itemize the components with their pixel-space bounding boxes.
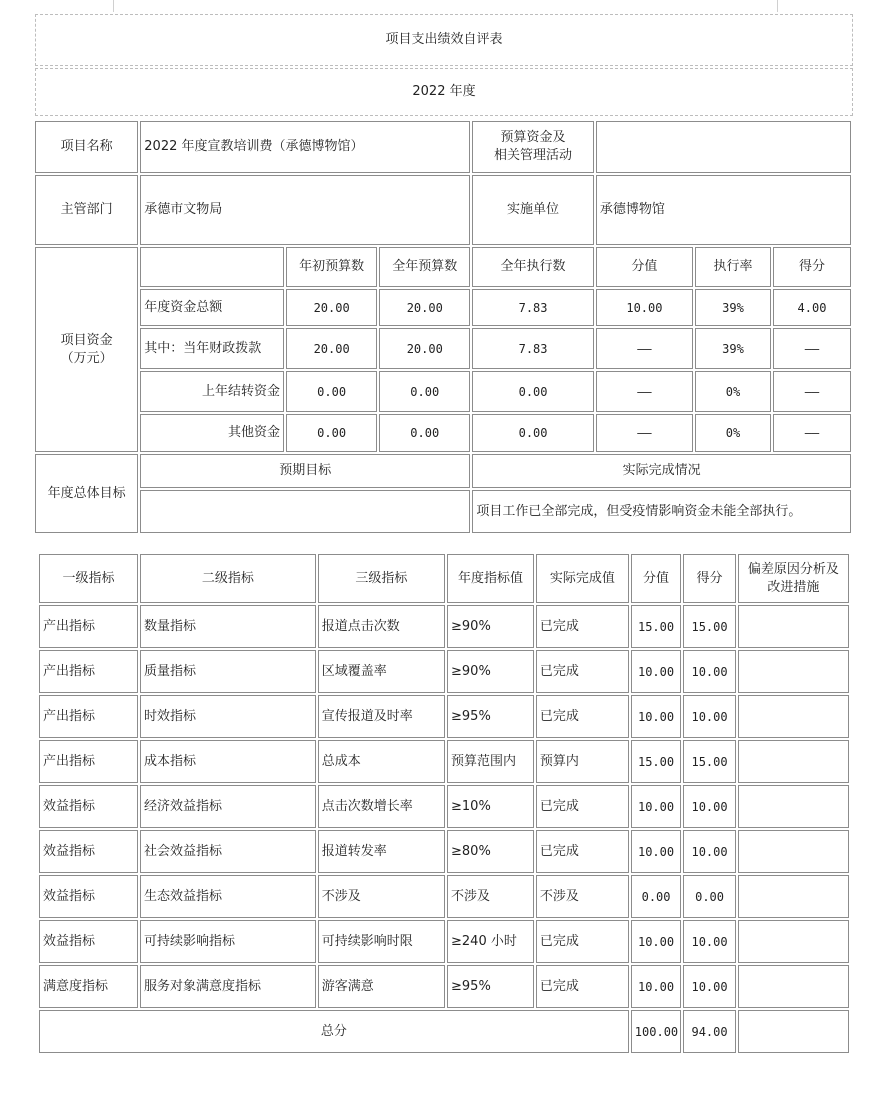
- funds-cell: 0.00: [379, 371, 470, 412]
- unit-label: 实施单位: [472, 175, 594, 245]
- expected-goal-header: 预期目标: [140, 454, 470, 488]
- page-edge-line: [777, 0, 778, 12]
- table-row: [39, 965, 849, 1008]
- got-cell: 10.00: [683, 965, 736, 1008]
- funds-cell: ——: [596, 414, 693, 452]
- level1-cell: 效益指标: [39, 920, 138, 963]
- funds-cell: 0.00: [286, 414, 377, 452]
- funds-label: [35, 247, 138, 452]
- funds-row-name: 其中：当年财政拨款: [140, 328, 284, 369]
- funds-row: [35, 414, 851, 452]
- level1-cell: 产出指标: [39, 695, 138, 738]
- target-value-cell: ≥95%: [447, 695, 534, 738]
- unit-value: 承德博物馆: [596, 175, 851, 245]
- deviation-header-line1: 偏差原因分析及: [747, 561, 839, 577]
- funds-cell: 39%: [695, 328, 771, 369]
- level1-cell: 产出指标: [39, 740, 138, 783]
- got-cell: 10.00: [683, 830, 736, 873]
- funds-header: 全年预算数: [379, 247, 470, 287]
- header-table: [33, 12, 855, 118]
- level3-cell: 区域覆盖率: [318, 650, 445, 693]
- score-cell: 15.00: [631, 740, 682, 783]
- budget-activity-label-line1: 预算资金及: [500, 130, 566, 145]
- score-cell: 0.00: [631, 875, 682, 918]
- deviation-cell: [738, 965, 849, 1008]
- target-value-cell: 预算范围内: [447, 740, 534, 783]
- funds-cell: ——: [596, 328, 693, 369]
- level3-cell: 宣传报道及时率: [318, 695, 445, 738]
- actual-value-cell: 已完成: [536, 830, 629, 873]
- funds-row: [35, 328, 851, 369]
- got-cell: 10.00: [683, 695, 736, 738]
- funds-cell: 39%: [695, 289, 771, 326]
- total-got: 94.00: [683, 1010, 736, 1053]
- funds-cell: 20.00: [286, 289, 377, 326]
- deviation-header: [738, 554, 849, 603]
- table-row: [39, 920, 849, 963]
- actual-value-cell: 已完成: [536, 920, 629, 963]
- score-cell: 15.00: [631, 605, 682, 648]
- got-cell: 15.00: [683, 740, 736, 783]
- funds-cell: 7.83: [472, 328, 594, 369]
- level3-cell: 报道点击次数: [318, 605, 445, 648]
- indicator-header: 一级指标: [39, 554, 138, 603]
- funds-cell: 0%: [695, 371, 771, 412]
- funds-cell: ——: [773, 414, 851, 452]
- level2-cell: 服务对象满意度指标: [140, 965, 316, 1008]
- goals-label: 年度总体目标: [35, 454, 138, 533]
- level3-cell: 可持续影响时限: [318, 920, 445, 963]
- table-row: [39, 875, 849, 918]
- funds-row-name: 其他资金: [140, 414, 284, 452]
- level1-cell: 效益指标: [39, 875, 138, 918]
- table-row: [39, 830, 849, 873]
- funds-cell: 7.83: [472, 289, 594, 326]
- target-value-cell: ≥10%: [447, 785, 534, 828]
- funds-cell: 4.00: [773, 289, 851, 326]
- funds-cell: ——: [596, 371, 693, 412]
- funds-label-line1: 项目资金: [60, 332, 113, 348]
- funds-header: 执行率: [695, 247, 771, 287]
- deviation-cell: [738, 920, 849, 963]
- funds-cell: 0.00: [472, 414, 594, 452]
- level2-cell: 生态效益指标: [140, 875, 316, 918]
- target-value-cell: ≥95%: [447, 965, 534, 1008]
- actual-value-cell: 已完成: [536, 605, 629, 648]
- actual-result-header: 实际完成情况: [472, 454, 851, 488]
- funds-row-name: 上年结转资金: [140, 371, 284, 412]
- actual-value-cell: 已完成: [536, 785, 629, 828]
- page-edge-line: [113, 0, 114, 12]
- level1-cell: 效益指标: [39, 830, 138, 873]
- deviation-cell: [738, 740, 849, 783]
- funds-cell: 0%: [695, 414, 771, 452]
- total-label: 总分: [39, 1010, 629, 1053]
- expected-goal-value: [140, 490, 470, 533]
- indicator-header: 三级指标: [318, 554, 445, 603]
- deviation-cell: [738, 785, 849, 828]
- level1-cell: 产出指标: [39, 605, 138, 648]
- dept-value: 承德市文物局: [140, 175, 470, 245]
- got-cell: 15.00: [683, 605, 736, 648]
- funds-cell: 0.00: [286, 371, 377, 412]
- level3-cell: 点击次数增长率: [318, 785, 445, 828]
- actual-value-cell: 已完成: [536, 695, 629, 738]
- got-cell: 10.00: [683, 920, 736, 963]
- score-cell: 10.00: [631, 830, 682, 873]
- score-cell: 10.00: [631, 650, 682, 693]
- got-cell: 0.00: [683, 875, 736, 918]
- funds-header: 全年执行数: [472, 247, 594, 287]
- total-row: [39, 1010, 849, 1053]
- table-row: [39, 650, 849, 693]
- deviation-cell: [738, 695, 849, 738]
- deviation-cell: [738, 650, 849, 693]
- actual-value-cell: 已完成: [536, 650, 629, 693]
- level3-cell: 游客满意: [318, 965, 445, 1008]
- actual-value-cell: 不涉及: [536, 875, 629, 918]
- table-row: [39, 605, 849, 648]
- indicator-table: [37, 552, 851, 1055]
- funds-corner-cell: [140, 247, 284, 287]
- indicator-header: 得分: [683, 554, 736, 603]
- score-cell: 10.00: [631, 965, 682, 1008]
- indicator-header: 实际完成值: [536, 554, 629, 603]
- funds-cell: ——: [773, 371, 851, 412]
- dept-label: 主管部门: [35, 175, 138, 245]
- level1-cell: 产出指标: [39, 650, 138, 693]
- actual-value-cell: 已完成: [536, 965, 629, 1008]
- table-row: [39, 740, 849, 783]
- budget-activity-value: [596, 121, 851, 173]
- indicator-header: 年度指标值: [447, 554, 534, 603]
- funds-row: [35, 289, 851, 326]
- got-cell: 10.00: [683, 650, 736, 693]
- actual-result-value: 项目工作已全部完成，但受疫情影响资金未能全部执行。: [472, 490, 851, 533]
- actual-value-cell: 预算内: [536, 740, 629, 783]
- form-title: 项目支出绩效自评表: [35, 14, 853, 66]
- total-note: [738, 1010, 849, 1053]
- level3-cell: 总成本: [318, 740, 445, 783]
- deviation-cell: [738, 875, 849, 918]
- table-row: [39, 695, 849, 738]
- funds-row-name: 年度资金总额: [140, 289, 284, 326]
- level2-cell: 时效指标: [140, 695, 316, 738]
- target-value-cell: 不涉及: [447, 875, 534, 918]
- project-table: [33, 119, 853, 535]
- funds-cell: 0.00: [379, 414, 470, 452]
- deviation-header-line2: 改进措施: [767, 579, 820, 595]
- total-score: 100.00: [631, 1010, 682, 1053]
- level3-cell: 报道转发率: [318, 830, 445, 873]
- budget-activity-label-line2: 相关管理活动: [494, 148, 573, 163]
- level1-cell: 效益指标: [39, 785, 138, 828]
- funds-row: [35, 371, 851, 412]
- deviation-cell: [738, 605, 849, 648]
- level2-cell: 经济效益指标: [140, 785, 316, 828]
- level3-cell: 不涉及: [318, 875, 445, 918]
- indicator-header: 二级指标: [140, 554, 316, 603]
- level2-cell: 可持续影响指标: [140, 920, 316, 963]
- budget-activity-label: [472, 121, 594, 173]
- funds-cell: 20.00: [379, 328, 470, 369]
- funds-header: 分值: [596, 247, 693, 287]
- funds-label-line2: （万元）: [60, 350, 113, 366]
- score-cell: 10.00: [631, 785, 682, 828]
- funds-cell: 10.00: [596, 289, 693, 326]
- score-cell: 10.00: [631, 695, 682, 738]
- project-name-label: 项目名称: [35, 121, 138, 173]
- target-value-cell: ≥80%: [447, 830, 534, 873]
- level2-cell: 社会效益指标: [140, 830, 316, 873]
- score-cell: 10.00: [631, 920, 682, 963]
- level2-cell: 数量指标: [140, 605, 316, 648]
- deviation-cell: [738, 830, 849, 873]
- funds-cell: 20.00: [286, 328, 377, 369]
- target-value-cell: ≥90%: [447, 650, 534, 693]
- funds-header: 得分: [773, 247, 851, 287]
- form-year: 2022 年度: [35, 68, 853, 116]
- got-cell: 10.00: [683, 785, 736, 828]
- funds-header: 年初预算数: [286, 247, 377, 287]
- funds-cell: 0.00: [472, 371, 594, 412]
- project-name-value: 2022 年度宣教培训费（承德博物馆）: [140, 121, 470, 173]
- target-value-cell: ≥240 小时: [447, 920, 534, 963]
- level1-cell: 满意度指标: [39, 965, 138, 1008]
- indicator-header: 分值: [631, 554, 682, 603]
- table-row: [39, 785, 849, 828]
- level2-cell: 成本指标: [140, 740, 316, 783]
- funds-cell: ——: [773, 328, 851, 369]
- level2-cell: 质量指标: [140, 650, 316, 693]
- funds-cell: 20.00: [379, 289, 470, 326]
- target-value-cell: ≥90%: [447, 605, 534, 648]
